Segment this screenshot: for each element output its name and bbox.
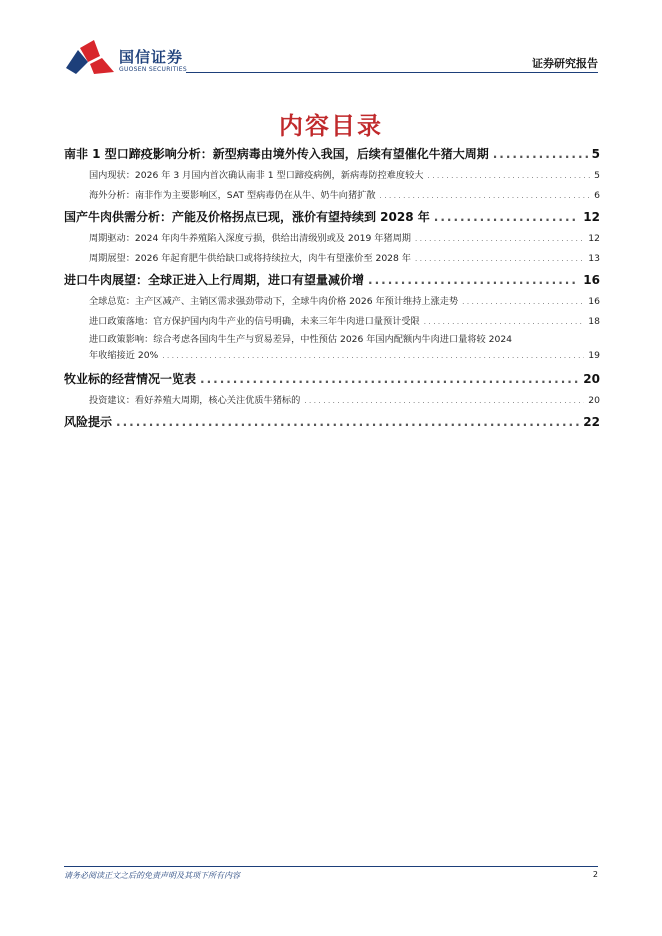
toc-entry-page: 18: [588, 316, 600, 327]
toc-entry-level1[interactable]: [64, 411, 600, 434]
toc-leader-dots: [424, 312, 585, 332]
toc-entry-level1[interactable]: [64, 269, 600, 292]
toc-entry-page: 19: [588, 350, 600, 361]
toc-entry-page: 22: [583, 415, 600, 429]
toc-entry-text: 风险提示: [64, 415, 113, 429]
toc-entry-page: 13: [588, 253, 600, 264]
toc-entry-level2[interactable]: [64, 229, 600, 249]
toc-entry-text: 海外分析：南非作为主要影响区，SAT 型病毒仍在从牛、奶牛向猪扩散: [89, 190, 376, 201]
toc-leader-dots: [462, 292, 584, 312]
toc-leader-dots: [116, 411, 579, 434]
toc-entry-text: 周期驱动：2024 年肉牛养殖陷入深度亏损，供给出清级别或及 2019 年猪周期: [89, 233, 411, 244]
toc-entry-level2[interactable]: [64, 249, 600, 269]
toc-leader-dots: [415, 249, 584, 269]
toc-entry-text: 国产牛肉供需分析：产能及价格拐点已现，涨价有望持续到 2028 年: [64, 210, 430, 224]
toc-entry-level2[interactable]: [64, 332, 600, 368]
toc-entry-level1[interactable]: [64, 368, 600, 391]
toc-entry-text: 投资建议：看好养殖大周期，核心关注优质牛猪标的: [89, 395, 301, 406]
toc-entry-level2[interactable]: [64, 166, 600, 186]
toc-leader-dots: [434, 206, 580, 229]
toc-leader-dots: [200, 368, 579, 391]
brand-name-en: GUOSEN SECURITIES: [119, 66, 188, 73]
brand-name-cn: 国信证券: [119, 48, 184, 66]
toc-entry-page: 5: [594, 170, 600, 181]
toc-leader-dots: [415, 229, 584, 249]
toc-entry-text: 南非 1 型口蹄疫影响分析：新型病毒由境外传入我国，后续有望催化牛猪大周期: [64, 147, 489, 161]
toc-entry-text: 进口政策落地：官方保护国内肉牛产业的信号明确，未来三年牛肉进口量预计受限: [89, 316, 420, 327]
toc-leader-dots: [162, 348, 584, 364]
toc-entry-text: 国内现状：2026 年 3 月国内首次确认南非 1 型口蹄疫病例，新病毒防控难度较大: [89, 170, 424, 181]
header-divider: [186, 72, 598, 73]
guosen-logo-icon: [64, 38, 116, 76]
toc-entry-line: [89, 348, 600, 364]
toc-entry-page: 12: [583, 210, 600, 224]
footer-disclaimer: 请务必阅读正文之后的免责声明及其项下所有内容: [64, 871, 240, 880]
toc-entry-text: 年收缩接近 20%: [89, 350, 159, 361]
toc-entry-level1[interactable]: [64, 206, 600, 229]
footer-divider: [64, 866, 598, 867]
toc-entry-page: 20: [588, 395, 600, 406]
table-of-contents: [64, 143, 600, 434]
toc-entry-page: 5: [591, 147, 600, 161]
toc-leader-dots: [493, 143, 588, 166]
toc-entry-page: 6: [594, 190, 600, 201]
toc-entry-level2[interactable]: [64, 186, 600, 206]
toc-entry-page: 12: [588, 233, 600, 244]
toc-entry-page: 16: [583, 273, 600, 287]
page-number: 2: [592, 870, 598, 879]
toc-leader-dots: [380, 186, 591, 206]
toc-entry-text: 全球总览：主产区减产、主销区需求强劲带动下，全球牛肉价格 2026 年预计维持上涨走势: [89, 296, 459, 307]
toc-title: 内容目录: [279, 112, 383, 140]
toc-entry-text: 进口牛肉展望：全球正进入上行周期，进口有望量减价增: [64, 273, 365, 287]
report-type-label: 证券研究报告: [532, 57, 598, 70]
toc-entry-page: 16: [588, 296, 600, 307]
toc-leader-dots: [428, 166, 591, 186]
toc-leader-dots: [304, 391, 584, 411]
toc-entry-level2[interactable]: [64, 292, 600, 312]
toc-entry-text: 进口政策影响：综合考虑各国肉牛生产与贸易差异，中性预估 2026 年国内配额内牛肉进口量将较 2024: [89, 334, 513, 345]
toc-leader-dots: [368, 269, 579, 292]
toc-entry-level1[interactable]: [64, 143, 600, 166]
toc-entry-level2[interactable]: [64, 312, 600, 332]
page-header: [0, 0, 662, 80]
toc-entry-text: 牧业标的经营情况一览表: [64, 372, 197, 386]
toc-entry-page: 20: [583, 372, 600, 386]
toc-entry-text: 周期展望：2026 年起育肥牛供给缺口或将持续拉大，肉牛有望涨价至 2028 年: [89, 253, 411, 264]
toc-entry-level2[interactable]: [64, 391, 600, 411]
